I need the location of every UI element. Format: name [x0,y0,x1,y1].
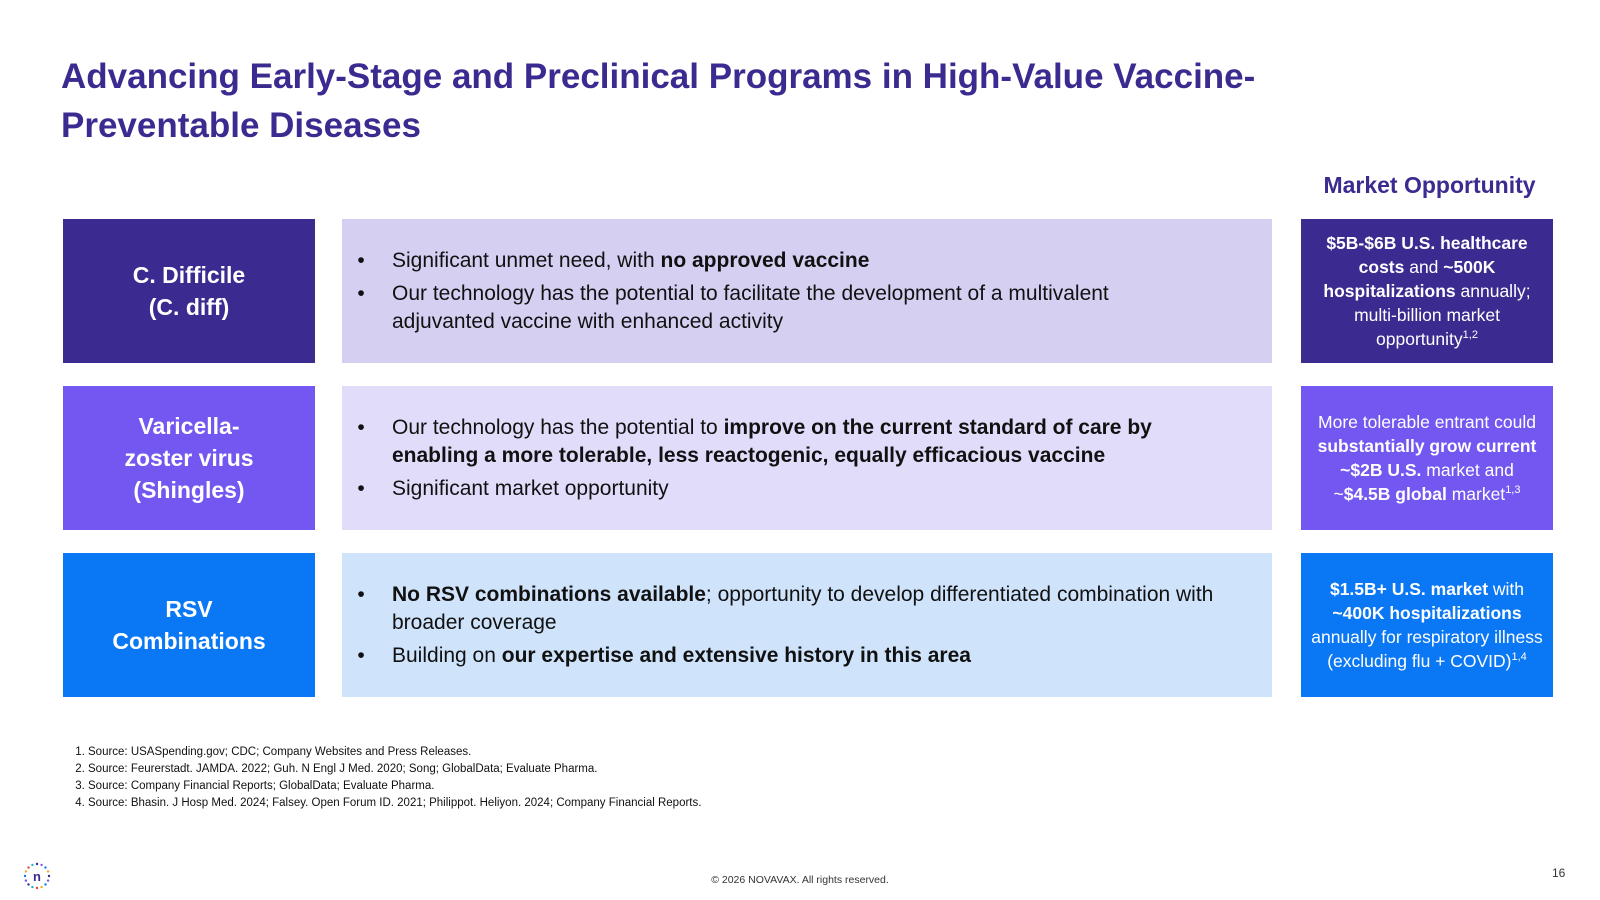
text-segment: Our technology has the potential to [392,415,724,439]
text-segment: 1,4 [1511,651,1527,664]
text-segment: $1.5B+ U.S. market [1329,579,1489,599]
logo-dot [36,887,38,889]
page-title: Advancing Early-Stage and Preclinical Programs in High-Value Vaccine-Preventable Diseases [61,57,1256,145]
program-label-box [63,553,315,697]
program-label-box [63,386,315,530]
footnote-item: 3. Source: Company Financial Reports; GlobalData; Evaluate Pharma. [88,778,701,795]
footnote-item: 4. Source: Bhasin. J Hosp Med. 2024; Falsey. Open Forum ID. 2021; Philippot. Heliyon. 2024; Company Financial Reports. [88,795,701,812]
bullet-item [354,475,1217,503]
program-label: C. Difficile (C. diff) [132,262,246,320]
logo-dot [36,863,38,865]
bullet-list [354,409,1217,508]
logo-dot [27,866,29,868]
logo-dot [40,864,42,866]
text-segment: market [1446,484,1506,504]
text-segment: More tolerable entrant could [1318,412,1536,432]
program-label: RSV Combinations [112,596,266,654]
bullet-icon: • [357,643,365,667]
text-segment: ; opportunity to develop differentiated combination with broader coverage [392,582,1214,634]
copyright-footer: © 2026 NOVAVAX. All rights reserved. [711,874,889,886]
text-segment: and [1404,257,1444,277]
market-opportunity-box [1301,553,1553,697]
text-segment: $4.5B global [1343,484,1447,504]
program-description-box [342,553,1272,697]
market-opportunity-text [1311,577,1543,673]
text-segment: Significant market opportunity [392,476,669,500]
text-segment: ~500K hospitalizations [1323,257,1496,301]
text-segment: $5B-$6B U.S. healthcare costs [1326,233,1528,277]
bullet-item [354,247,1217,275]
bullet-icon: • [357,415,365,439]
text-segment: improve on the current standard of care by enabling a more tolerable, less reactogenic, equally efficacious vaccine [392,415,1152,467]
market-opportunity-text [1311,231,1543,351]
footnote-item: 1. Source: USASpending.gov; CDC; Company Websites and Press Releases. [88,744,701,761]
text-segment: substantially grow current ~$2B U.S. [1317,436,1537,480]
bullet-list [354,576,1217,675]
bullet-icon: • [357,582,365,606]
bullet-icon: • [357,281,365,305]
footnote-item: 2. Source: Feurerstadt. JAMDA. 2022; Guh. N Engl J Med. 2020; Song; GlobalData; Evaluate Pharma. [88,761,701,778]
bullet-item [354,642,1217,670]
logo-dot [47,870,49,872]
text-segment: no approved vaccine [660,248,870,272]
text-segment: Our technology has the potential to facilitate the development of a multivalent adjuvanted vaccine with enhanced activity [392,281,1109,333]
text-segment: Significant unmet need, with [392,248,661,272]
bullet-icon: • [357,248,365,272]
logo-dot [25,870,27,872]
page-number: 16 [1552,866,1566,880]
bullet-item [354,581,1217,637]
bullet-item [354,280,1217,336]
logo-dot [44,866,46,868]
text-segment: 1,2 [1462,329,1478,342]
text-segment: with [1488,579,1525,599]
bullet-list [354,242,1217,341]
text-segment: ~400K hospitalizations [1332,603,1522,623]
logo-dot [40,886,42,888]
footnotes [71,744,701,812]
text-segment: market and ~ [1333,460,1514,504]
logo-dot [31,886,33,888]
text-segment: annually; multi-billion market opportunity [1354,281,1531,349]
market-opportunity-box [1301,219,1553,363]
bullet-item [354,414,1217,470]
bullet-icon: • [357,476,365,500]
text-segment: Building on [392,643,502,667]
text-segment: annually for respiratory illness (excluding flu + COVID) [1311,627,1543,671]
market-opportunity-header: Market Opportunity [1323,172,1536,198]
program-label: Varicella- zoster virus (Shingles) [124,413,254,503]
text-segment: 1,3 [1505,484,1521,497]
program-label-box [63,219,315,363]
text-segment: our expertise and extensive history in this area [501,643,971,667]
svg-text:n: n [33,869,41,884]
program-description-box [342,219,1272,363]
logo-dot [31,864,33,866]
text-segment: No RSV combinations available [392,582,706,606]
program-description-box [342,386,1272,530]
market-opportunity-box [1301,386,1553,530]
market-opportunity-text [1311,410,1543,506]
